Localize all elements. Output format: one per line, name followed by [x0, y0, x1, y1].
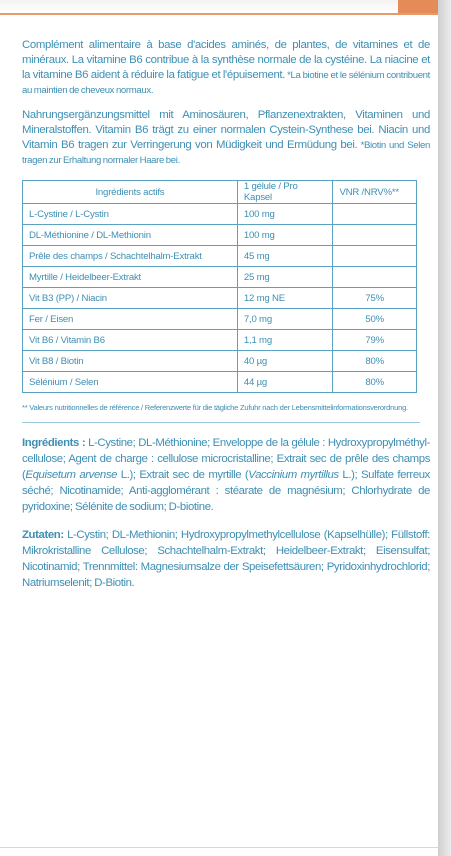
- row-amount: 40 µg: [237, 351, 333, 372]
- header-nrv: VNR /NRV%**: [333, 181, 417, 204]
- row-nrv: 75%: [333, 288, 417, 309]
- table-row: [23, 330, 417, 351]
- row-nrv: 50%: [333, 309, 417, 330]
- row-name: DL-Méthionine / DL-Methionin: [23, 225, 238, 246]
- description-german-note: *Biotin und Selen tragen zur Erhaltung normaler Haare bei.: [22, 140, 430, 166]
- row-amount: 25 mg: [237, 267, 333, 288]
- header-amount: 1 gélule / Pro Kapsel: [237, 181, 333, 204]
- ingredients-french-label: Ingrédients :: [22, 437, 86, 449]
- ingredients-french-text: L.); Sulfate ferreux séché; Nicotinamide; Anti-agglomérant : stéarate de magnésium; Chlorhydrate de pyridoxine; Sélénite de sodium; D-biotine.: [22, 469, 430, 513]
- ingredients-french-text: L-Cystine; DL-Méthionine; Enveloppe de la gélule : Hydroxypropylméthyl-cellulose; Agent de charge : cellulose microcristalline; Extrait sec de prêle des champs (: [22, 437, 430, 481]
- ingredients-german: [22, 527, 430, 591]
- nutrition-table: [22, 180, 417, 393]
- top-edge: [0, 0, 438, 15]
- row-amount: 45 mg: [237, 246, 333, 267]
- table-row: [23, 225, 417, 246]
- description-german: [22, 108, 430, 168]
- row-name: Fer / Eisen: [23, 309, 238, 330]
- table-row: [23, 351, 417, 372]
- ingredients-french-text: L.); Extrait sec de myrtille (: [117, 469, 249, 481]
- row-amount: 100 mg: [237, 225, 333, 246]
- row-name: L-Cystine / L-Cystin: [23, 204, 238, 225]
- row-name: Vit B6 / Vitamin B6: [23, 330, 238, 351]
- latin-name: Equisetum arvense: [25, 469, 118, 481]
- table-row: [23, 372, 417, 393]
- row-name: Sélénium / Selen: [23, 372, 238, 393]
- orange-accent-strip: [398, 0, 438, 13]
- row-name: Myrtille / Heidelbeer-Extrakt: [23, 267, 238, 288]
- ingredients-french: [22, 435, 430, 515]
- row-amount: 100 mg: [237, 204, 333, 225]
- row-amount: 1,1 mg: [237, 330, 333, 351]
- row-nrv: 80%: [333, 372, 417, 393]
- table-row: [23, 288, 417, 309]
- table-row: [23, 246, 417, 267]
- row-nrv: [333, 225, 417, 246]
- row-amount: 12 mg NE: [237, 288, 333, 309]
- description-french: [22, 38, 430, 98]
- side-shadow: [438, 0, 451, 856]
- label-content: [22, 38, 430, 591]
- section-divider: [22, 422, 420, 423]
- description-french-note: *La biotine et le sélénium contribuent au maintien de cheveux normaux.: [22, 70, 430, 96]
- row-name: Vit B8 / Biotin: [23, 351, 238, 372]
- description-french-main: Complément alimentaire à base d'acides aminés, de plantes, de vitamines et de minéraux. La vitamine B6 contribue à la synthèse normale de la cystéine. La niacine et la vitamine B6 aident à réduire la fatigue et l'épuisement.: [22, 39, 430, 81]
- row-nrv: [333, 204, 417, 225]
- row-nrv: 80%: [333, 351, 417, 372]
- row-amount: 7,0 mg: [237, 309, 333, 330]
- ingredients-german-label: Zutaten:: [22, 529, 64, 541]
- bottom-edge: [0, 847, 438, 848]
- latin-name: Vaccinium myrtillus: [248, 469, 339, 481]
- ingredients-german-text: L-Cystin; DL-Methionin; Hydroxypropylmethylcellulose (Kapselhülle); Füllstoff: Mikrokristalline Cellulose; Schachtelhalm-Extrakt; Heidelbeer-Extrakt; Eisensulfat; Nicotinamid; Trennmittel: Magnesiumsalze der Speisefettsäuren; Pyridoxinhydrochlorid; Natriumselenit; D-Biotin.: [22, 529, 430, 589]
- nrv-footnote: ** Valeurs nutritionnelles de référence / Referenzwerte für die tägliche Zufuhr nach der Lebensmittelinformationsverordnung.: [22, 403, 408, 412]
- description-german-main: Nahrungsergänzungsmittel mit Aminosäuren, Pflanzenextrakten, Vitaminen und Mineralstoffen. Vitamin B6 trägt zu einer normalen Cystein-Synthese bei. Niacin und Vitamin B6 tragen zur Verringerung von Müdigkeit und Ermüdung bei.: [22, 109, 430, 151]
- row-nrv: 79%: [333, 330, 417, 351]
- table-header-row: [23, 181, 417, 204]
- header-ingredient: Ingrédients actifs: [23, 181, 238, 204]
- table-row: [23, 204, 417, 225]
- table-row: [23, 267, 417, 288]
- row-nrv: [333, 246, 417, 267]
- row-amount: 44 µg: [237, 372, 333, 393]
- row-nrv: [333, 267, 417, 288]
- row-name: Prêle des champs / Schachtelhalm-Extrakt: [23, 246, 238, 267]
- table-row: [23, 309, 417, 330]
- row-name: Vit B3 (PP) / Niacin: [23, 288, 238, 309]
